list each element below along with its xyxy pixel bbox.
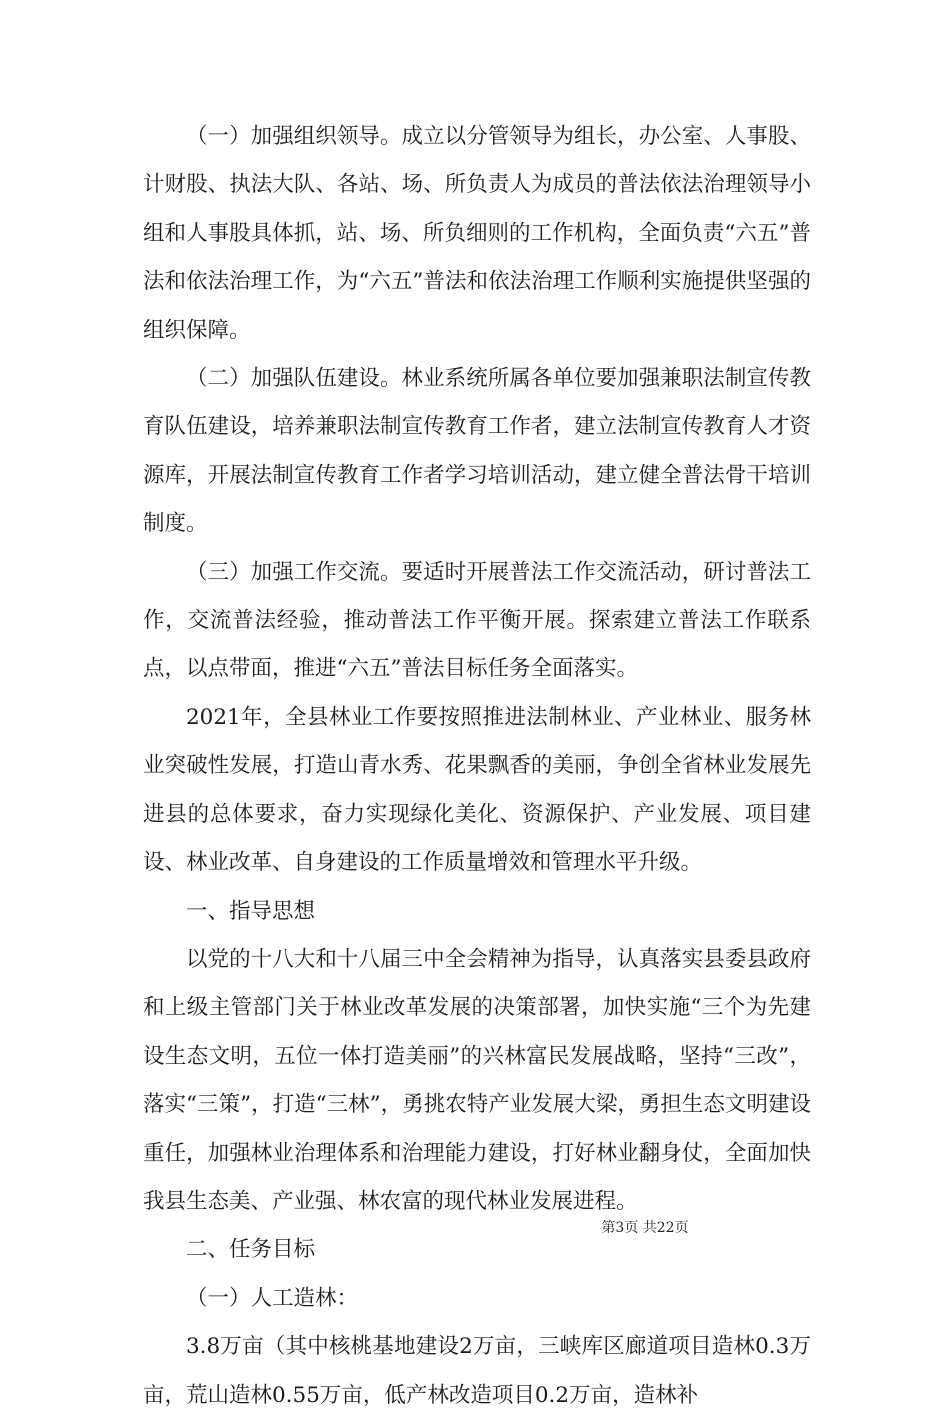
section-heading-guiding-ideology: 一、指导思想 (186, 898, 316, 924)
subsection-heading-afforestation: （一）人工造林： (186, 1285, 359, 1311)
section-heading-task-targets: 二、任务目标 (186, 1237, 316, 1263)
paragraph-afforestation-detail: 3.8万亩（其中核桃基地建设2万亩，三峡库区廊道项目造林0.3万亩，荒山造林0.55万亩，低产林改造项目0.2万亩，造林补 (143, 1334, 811, 1408)
paragraph-org-leadership: （一）加强组织领导。成立以分管领导为组长，办公室、人事股、计财股、执法大队、各站、场、所负责人为成员的普法依法治理领导小组和人事股具体抓，站、场、所负细则的工作机构，全面负责“六五”普法和依法治理工作，为“六五”普法和依法治理工作顺利实施提供坚强的组织保障。 (143, 124, 811, 343)
page-number: 第3页 共22页 (601, 1220, 689, 1236)
page-footer (0, 1217, 950, 1237)
paragraph-team-building: （二）加强队伍建设。林业系统所属各单位要加强兼职法制宣传教育队伍建设，培养兼职法制宣传教育工作者，建立法制宣传教育人才资源库，开展法制宣传教育工作者学习培训活动，建立健全普法骨干培训制度。 (143, 366, 811, 537)
paragraph-2021-overview: 2021年，全县林业工作要按照推进法制林业、产业林业、服务林业突破性发展，打造山青水秀、花果飘香的美丽，争创全省林业发展先进县的总体要求，奋力实现绿化美化、资源保护、产业发展、项目建设、林业改革、自身建设的工作质量增效和管理水平升级。 (143, 704, 811, 876)
paragraph-guiding-ideology: 以党的十八大和十八届三中全会精神为指导，认真落实县委县政府和上级主管部门关于林业改革发展的决策部署，加快实施“三个为先建设生态文明，五位一体打造美丽”的兴林富民发展战略，坚持“三改”，落实“三策”，打造“三林”，勇挑农特产业发展大梁，勇担生态文明建设重任，加强林业治理体系和治理能力建设，打好林业翻身仗，全面加快我县生态美、产业强、林农富的现代林业发展进程。 (143, 946, 811, 1214)
paragraph-work-exchange: （三）加强工作交流。要适时开展普法工作交流活动，研讨普法工作，交流普法经验，推动普法工作平衡开展。探索建立普法工作联系点，以点带面，推进“六五”普法目标任务全面落实。 (143, 559, 811, 682)
